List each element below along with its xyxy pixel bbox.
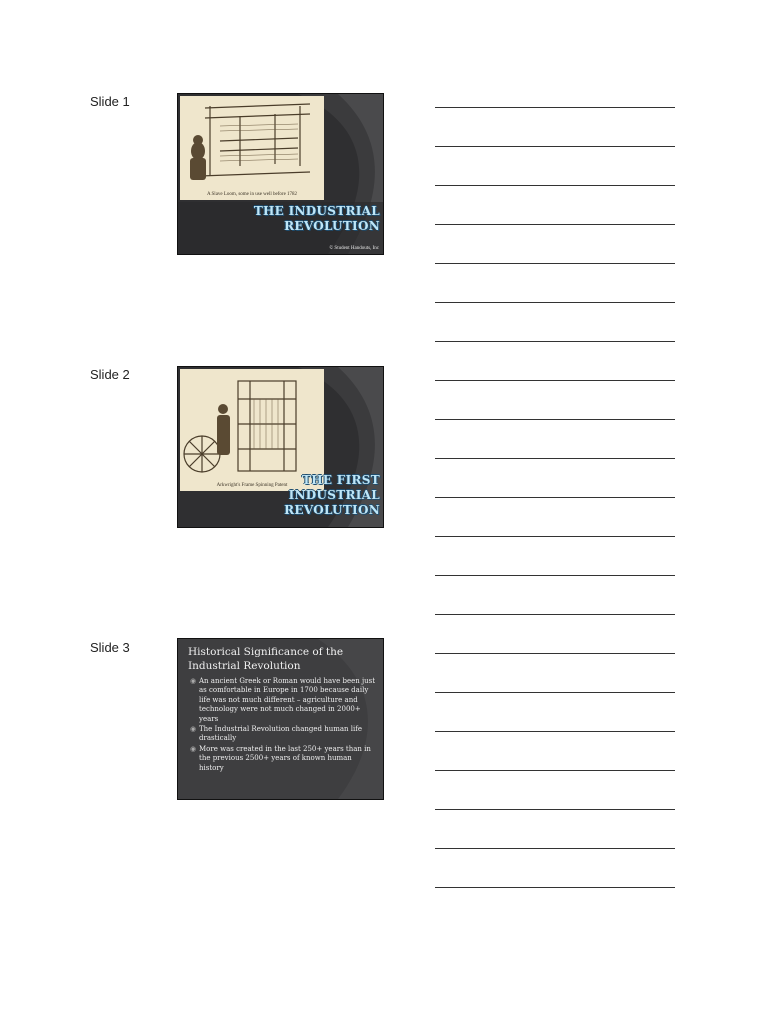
- note-line[interactable]: [435, 263, 675, 264]
- slide-3-title: Historical Significance of the Industrial Revolution: [188, 646, 344, 672]
- bullet-icon: ◉: [190, 744, 197, 753]
- note-line[interactable]: [435, 107, 675, 108]
- slide-3-label: Slide 3: [90, 640, 130, 655]
- slide-3-thumbnail: [177, 638, 384, 800]
- title-line: INDUSTRIAL: [288, 488, 380, 502]
- list-item: [190, 725, 376, 744]
- note-line[interactable]: [435, 341, 675, 342]
- slide-1-thumbnail: [177, 93, 384, 255]
- note-line[interactable]: [435, 536, 675, 537]
- note-line[interactable]: [435, 497, 675, 498]
- bullet-icon: ◉: [190, 725, 197, 734]
- note-line[interactable]: [435, 419, 675, 420]
- bullet-icon: ◉: [190, 677, 197, 685]
- note-line[interactable]: [435, 224, 675, 225]
- note-line[interactable]: [435, 575, 675, 576]
- slide-3-bullet-list: [190, 677, 376, 774]
- slide-2-title: [284, 473, 380, 518]
- note-line[interactable]: [435, 185, 675, 186]
- note-line[interactable]: [435, 458, 675, 459]
- slide-1-caption: A Slave Loom, some in use well before 1782: [206, 192, 298, 197]
- title-line: REVOLUTION: [284, 219, 380, 233]
- loom-engraving-image: [180, 96, 324, 200]
- slide-1-label: Slide 1: [90, 94, 130, 109]
- note-line[interactable]: [435, 653, 675, 654]
- note-line[interactable]: [435, 770, 675, 771]
- list-item: [190, 745, 376, 773]
- bullet-text: The Industrial Revolution changed human life drastically: [199, 725, 362, 743]
- note-line[interactable]: [435, 302, 675, 303]
- note-line[interactable]: [435, 380, 675, 381]
- slide-2-thumbnail: [177, 366, 384, 528]
- slide-2-label: Slide 2: [90, 367, 130, 382]
- note-line[interactable]: [435, 848, 675, 849]
- note-line[interactable]: [435, 146, 675, 147]
- slide-1-title: [254, 204, 380, 234]
- title-line: REVOLUTION: [284, 503, 380, 517]
- slide-1-copyright: © Student Handouts, Inc: [329, 246, 379, 251]
- note-line[interactable]: [435, 887, 675, 888]
- title-line: THE INDUSTRIAL: [253, 204, 380, 218]
- slide-2-caption: Arkwright's Frame Spinning Patent: [216, 483, 288, 488]
- note-line[interactable]: [435, 731, 675, 732]
- bullet-text: An ancient Greek or Roman would have been just as comfortable in Europe in 1700 because daily life was not much different – agriculture and technology were not much changed in 2000+ years: [199, 677, 376, 723]
- note-line[interactable]: [435, 809, 675, 810]
- bullet-text: More was created in the last 250+ years than in the previous 2500+ years of known human history: [199, 744, 371, 772]
- note-line[interactable]: [435, 614, 675, 615]
- list-item: [190, 677, 376, 724]
- note-line[interactable]: [435, 692, 675, 693]
- title-line: THE FIRST: [302, 473, 380, 487]
